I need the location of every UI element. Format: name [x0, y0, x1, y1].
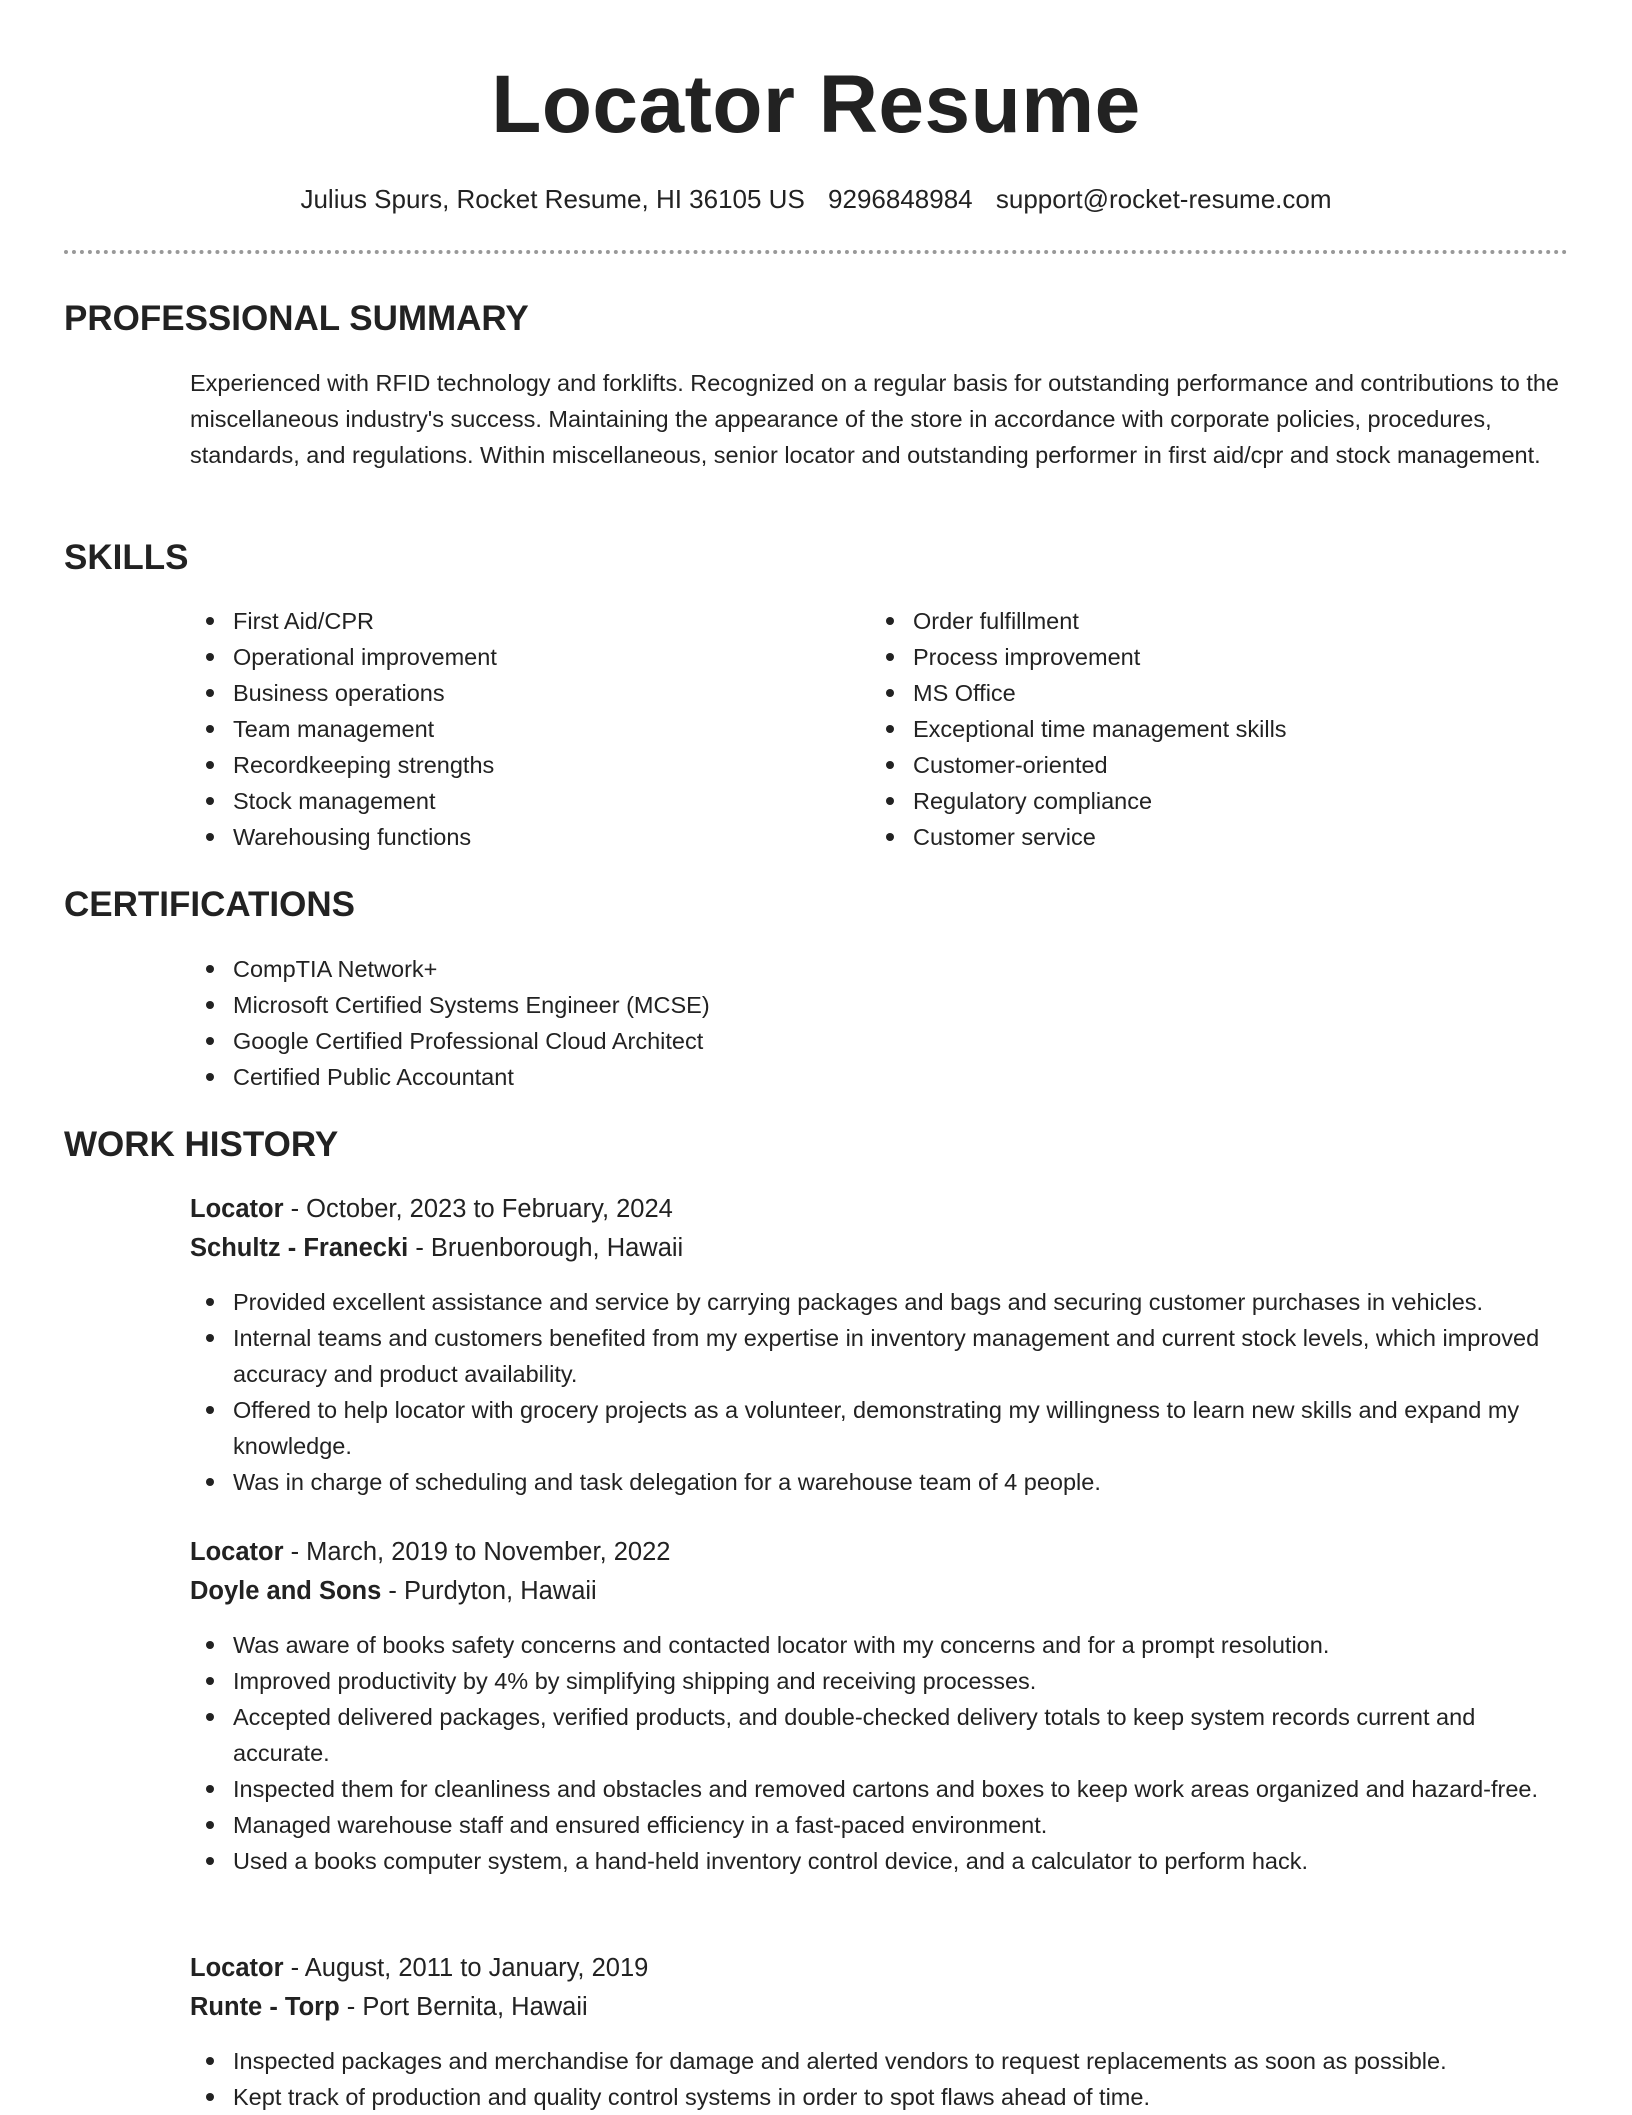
job-duties-list — [190, 1284, 1570, 1500]
job-company-line — [190, 1230, 683, 1266]
job-duties-list — [190, 1627, 1570, 1879]
job-duty-item: Used a books computer system, a hand-held inventory control device, and a calculator to perform hack. — [190, 1843, 1570, 1879]
job-company: Runte - Torp — [190, 1993, 340, 2021]
header-divider — [64, 250, 1568, 254]
skill-item: Business operations — [190, 675, 830, 711]
work-history-heading: WORK HISTORY — [64, 1125, 339, 1164]
job-role: Locator — [190, 1538, 284, 1566]
job-dates: - October, 2023 to February, 2024 — [283, 1195, 673, 1223]
skill-item: Process improvement — [870, 639, 1570, 675]
skill-item: Regulatory compliance — [870, 783, 1570, 819]
contact-email: support@rocket-resume.com — [995, 184, 1332, 214]
job-company: Doyle and Sons — [190, 1577, 382, 1605]
job-location: - Purdyton, Hawaii — [381, 1577, 597, 1605]
job-duty-item: Managed warehouse staff and ensured efficiency in a fast-paced environment. — [190, 1807, 1570, 1843]
job-dates: - March, 2019 to November, 2022 — [283, 1538, 671, 1566]
job-company: Schultz - Franecki — [190, 1234, 409, 1262]
job-role: Locator — [190, 1195, 284, 1223]
certification-item: Microsoft Certified Systems Engineer (MCSE) — [190, 987, 1570, 1023]
job-duty-item: Internal teams and customers benefited from my expertise in inventory management and current stock levels, which improved accuracy and product availability. — [190, 1320, 1570, 1392]
certifications-list — [190, 951, 1570, 1095]
job-duty-item: Inspected them for cleanliness and obstacles and removed cartons and boxes to keep work areas organized and hazard-free. — [190, 1771, 1570, 1807]
job-duty-item: Provided excellent assistance and service by carrying packages and bags and securing customer purchases in vehicles. — [190, 1284, 1570, 1320]
job-company-line — [190, 1989, 588, 2025]
resume-title: Locator Resume — [491, 59, 1141, 150]
skill-item: Stock management — [190, 783, 830, 819]
contact-address: Julius Spurs, Rocket Resume, HI 36105 US — [300, 184, 805, 214]
skills-list-right — [870, 603, 1570, 855]
job-duty-item: Was aware of books safety concerns and contacted locator with my concerns and for a prompt resolution. — [190, 1627, 1570, 1663]
job-duty-item: Accepted delivered packages, verified products, and double-checked delivery totals to keep system records current and accurate. — [190, 1699, 1570, 1771]
skill-item: Customer-oriented — [870, 747, 1570, 783]
certification-item: Certified Public Accountant — [190, 1059, 1570, 1095]
job-location: - Port Bernita, Hawaii — [339, 1993, 588, 2021]
skill-item: Team management — [190, 711, 830, 747]
skill-item: MS Office — [870, 675, 1570, 711]
job-duty-item: Was in charge of scheduling and task delegation for a warehouse team of 4 people. — [190, 1464, 1570, 1500]
job-duty-item: Offered to help locator with grocery projects as a volunteer, demonstrating my willingness to learn new skills and expand my knowledge. — [190, 1392, 1570, 1464]
job-title-line — [190, 1950, 648, 1986]
certification-item: CompTIA Network+ — [190, 951, 1570, 987]
job-company-line — [190, 1573, 597, 1609]
skill-item: Exceptional time management skills — [870, 711, 1570, 747]
skill-item: Customer service — [870, 819, 1570, 855]
job-duty-item: Improved productivity by 4% by simplifying shipping and receiving processes. — [190, 1663, 1570, 1699]
skill-item: Order fulfillment — [870, 603, 1570, 639]
job-duties-list — [190, 2043, 1570, 2115]
skill-item: Recordkeeping strengths — [190, 747, 830, 783]
certifications-heading: CERTIFICATIONS — [64, 885, 356, 924]
summary-heading: PROFESSIONAL SUMMARY — [64, 299, 529, 338]
skill-item: First Aid/CPR — [190, 603, 830, 639]
job-dates: - August, 2011 to January, 2019 — [283, 1954, 649, 1982]
certification-item: Google Certified Professional Cloud Architect — [190, 1023, 1570, 1059]
summary-text: Experienced with RFID technology and forklifts. Recognized on a regular basis for outstanding performance and contributions to the miscellaneous industry's success. Maintaining the appearance of the store in accordance with corporate policies, procedures, standards, and regulations. Within miscellaneous, senior locator and outstanding performer in first aid/cpr and stock management. — [190, 370, 1559, 468]
contact-phone: 9296848984 — [828, 184, 973, 214]
skill-item: Warehousing functions — [190, 819, 830, 855]
contact-line — [0, 182, 1632, 216]
job-title-line — [190, 1191, 673, 1227]
skill-item: Operational improvement — [190, 639, 830, 675]
job-duty-item: Inspected packages and merchandise for damage and alerted vendors to request replacements as soon as possible. — [190, 2043, 1570, 2079]
job-duty-item: Kept track of production and quality control systems in order to spot flaws ahead of time. — [190, 2079, 1570, 2115]
skills-heading: SKILLS — [64, 538, 189, 577]
job-title-line — [190, 1534, 670, 1570]
job-location: - Bruenborough, Hawaii — [408, 1234, 684, 1262]
skills-list-left — [190, 603, 830, 855]
job-role: Locator — [190, 1954, 284, 1982]
